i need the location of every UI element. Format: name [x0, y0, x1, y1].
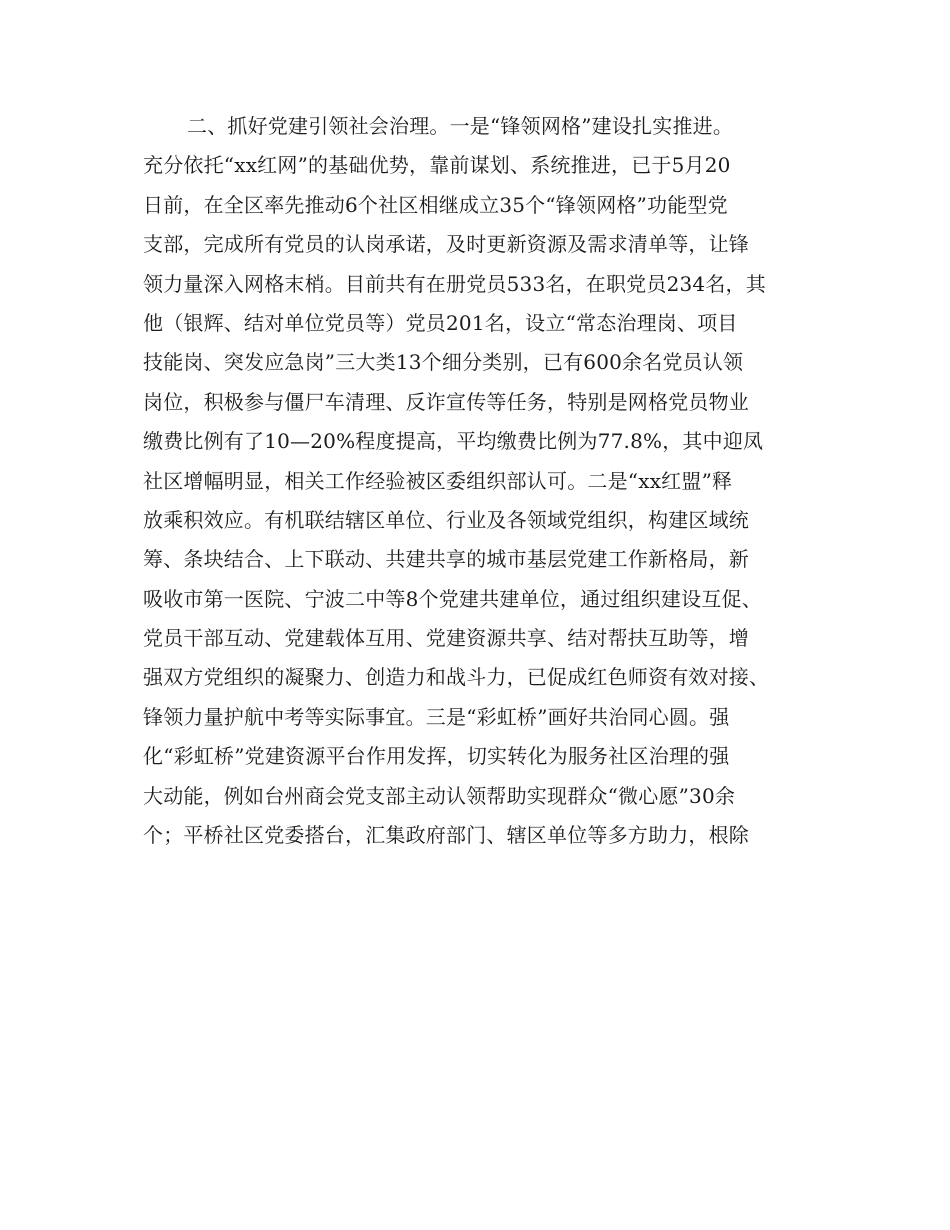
- paragraph-line: 筹、条块结合、上下联动、共建共享的城市基层党建工作新格局，新: [143, 547, 749, 572]
- paragraph-line: 支部，完成所有党员的认岗承诺，及时更新资源及需求清单等，让锋: [143, 232, 749, 257]
- paragraph-line: 锋领力量护航中考等实际事宜。三是“彩虹桥”画好共治同心圆。强: [143, 704, 730, 729]
- paragraph-line: 个；平桥社区党委搭台，汇集政府部门、辖区单位等多方助力，根除: [143, 823, 749, 848]
- paragraph-line: 强双方党组织的凝聚力、创造力和战斗力，已促成红色师资有效对接、: [143, 665, 770, 690]
- paragraph-line: 社区增幅明显，相关工作经验被区委组织部认可。二是“xx红盟”释: [143, 468, 733, 493]
- paragraph-line: 大动能，例如台州商会党支部主动认领帮助实现群众“微心愿”30余: [143, 783, 736, 808]
- paragraph-line: 二、抓好党建引领社会治理。一是“锋领网格”建设扎实推进。: [187, 114, 734, 138]
- paragraph-line: 充分依托“xx红网”的基础优势，靠前谋划、系统推进，已于5月20: [143, 153, 731, 178]
- paragraph-line: 吸收市第一医院、宁波二中等8个党建共建单位，通过组织建设互促、: [143, 586, 762, 611]
- paragraph-line: 技能岗、突发应急岗”三大类13个细分类别，已有600余名党员认领: [143, 350, 744, 375]
- paragraph-line: 领力量深入网格末梢。目前共有在册党员533名，在职党员234名，其: [143, 271, 766, 296]
- body-paragraph: [143, 107, 808, 855]
- paragraph-line: 放乘积效应。有机联结辖区单位、行业及各领域党组织，构建区域统: [143, 507, 749, 532]
- paragraph-line: 党员干部互动、党建载体互用、党建资源共享、结对帮扶互助等，增: [143, 626, 749, 651]
- paragraph-line: 他（银辉、结对单位党员等）党员201名，设立“常态治理岗、项目: [143, 310, 738, 335]
- paragraph-line: 岗位，积极参与僵尸车清理、反诈宣传等任务，特别是网格党员物业: [143, 389, 749, 414]
- paragraph-line: 化“彩虹桥”党建资源平台作用发挥，切实转化为服务社区治理的强: [143, 744, 730, 769]
- paragraph-line: 日前，在全区率先推动6个社区相继成立35个“锋领网格”功能型党: [143, 192, 728, 217]
- paragraph-line: 缴费比例有了10—20%程度提高，平均缴费比例为77.8%，其中迎凤: [143, 429, 764, 454]
